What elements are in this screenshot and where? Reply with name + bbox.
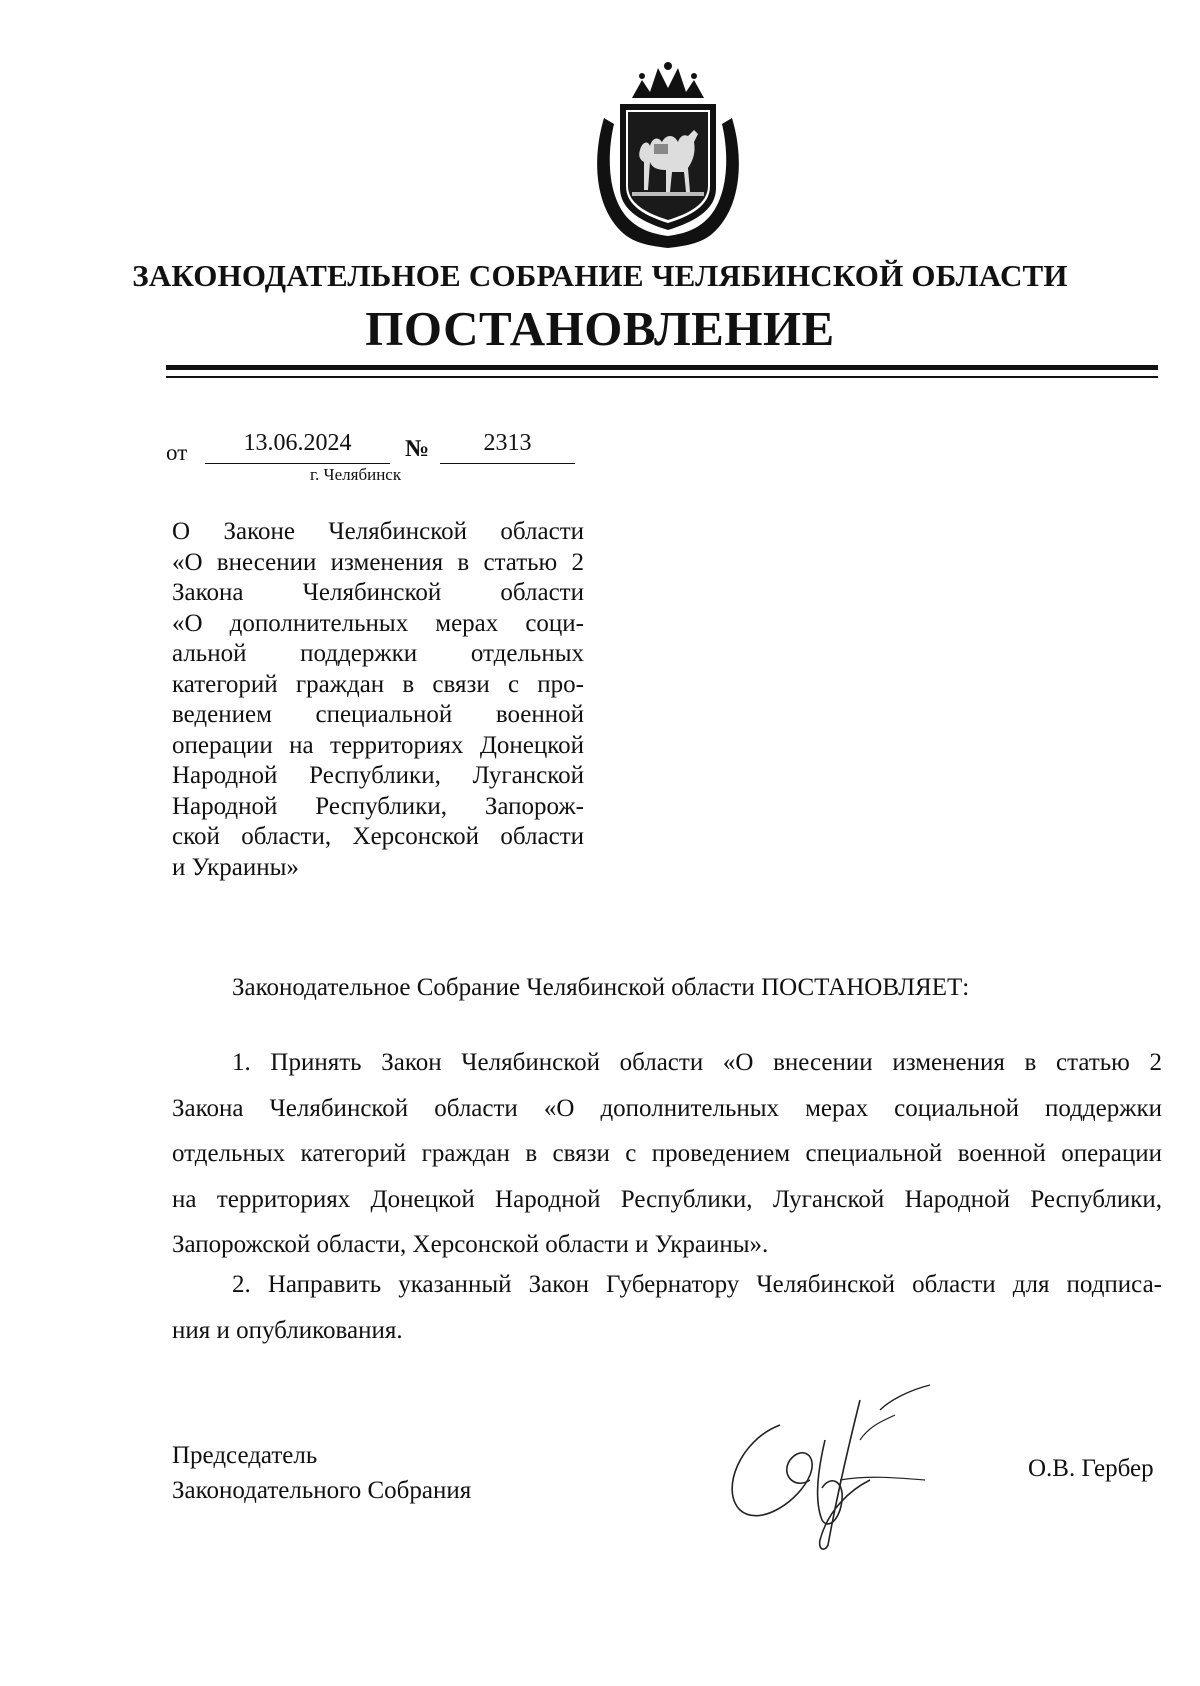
subject-line: Народной Республики, Запорож- xyxy=(172,792,584,820)
paragraph-line: отдельных категорий граждан в связи с проведением специальной военной операции xyxy=(172,1140,1162,1167)
paragraph-line: 2. Направить указанный Закон Губернатору Челябинской области для подписа- xyxy=(232,1271,1162,1298)
city-label: г. Челябинск xyxy=(310,465,402,484)
paragraph-1 xyxy=(172,1040,1162,1268)
coat-of-arms-emblem xyxy=(584,58,752,250)
subject-line: «О внесении изменения в статью 2 xyxy=(172,548,584,576)
subject-line: «О дополнительных мерах соци- xyxy=(172,609,584,637)
paragraph-line: Закона Челябинской области «О дополнительных мерах социальной поддержки xyxy=(172,1094,1162,1122)
subject-line: категорий граждан в связи с про- xyxy=(172,670,584,698)
header-rule-thick xyxy=(166,365,1158,370)
document-number: 2313 xyxy=(440,423,575,464)
subject-line: операции на территориях Донецкой xyxy=(172,731,584,759)
signatory-title-line: Законодательного Собрания xyxy=(172,1477,472,1504)
subject-block xyxy=(172,517,584,883)
signatory-title xyxy=(172,1438,471,1508)
subject-line: и Украины» xyxy=(172,853,299,881)
header-rule-thin xyxy=(166,376,1158,378)
paragraph-2 xyxy=(172,1262,1162,1353)
paragraph-line: 1. Принять Закон Челябинской области «О внесении изменения в статью 2 xyxy=(232,1049,1162,1076)
signatory-title-line: Председатель xyxy=(172,1442,318,1469)
organization-title: ЗАКОНОДАТЕЛЬНОЕ СОБРАНИЕ ЧЕЛЯБИНСКОЙ ОБЛАСТИ xyxy=(132,258,1068,293)
subject-line: ведением специальной военной xyxy=(172,701,584,728)
subject-line: Народной Республики, Луганской xyxy=(172,762,584,789)
paragraph-line: на территориях Донецкой Народной Республики, Луганской Народной Республики, xyxy=(172,1185,1162,1213)
paragraph-line: Запорожской области, Херсонской области и Украины». xyxy=(172,1231,769,1258)
handwritten-signature xyxy=(710,1380,960,1555)
document-type-title: ПОСТАНОВЛЕНИЕ xyxy=(365,301,835,356)
document-date: 13.06.2024 xyxy=(205,423,390,464)
number-sign: № xyxy=(405,436,430,462)
subject-line: ской области, Херсонской области xyxy=(172,823,584,850)
resolve-statement: Законодательное Собрание Челябинской области ПОСТАНОВЛЯЕТ: xyxy=(232,974,970,1001)
from-label: от xyxy=(166,440,188,465)
subject-line: О Законе Челябинской области xyxy=(172,518,584,545)
subject-line: альной поддержки отдельных xyxy=(172,640,584,667)
subject-line: Закона Челябинской области xyxy=(172,579,584,606)
signatory-name: О.В. Гербер xyxy=(1028,1455,1154,1482)
paragraph-line: ния и опубликования. xyxy=(172,1316,403,1344)
